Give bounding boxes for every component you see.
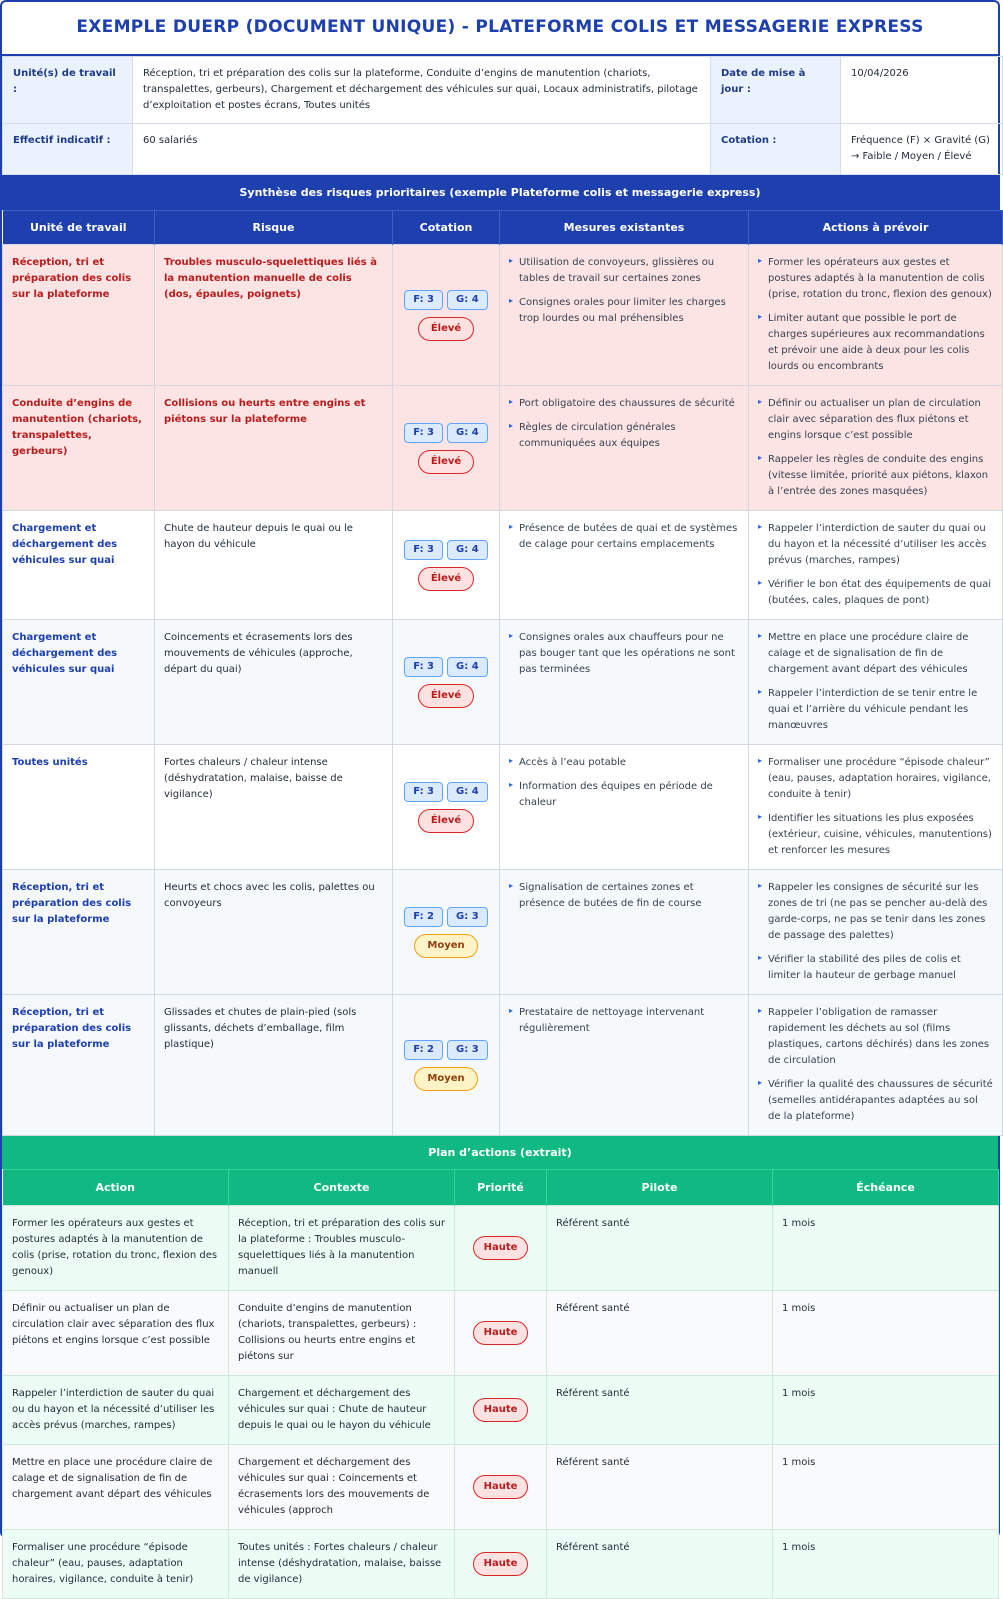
actions-list bbox=[758, 1005, 993, 1125]
plan-action-cell: Formaliser une procédure “épisode chaleur” (eau, pauses, adaptation horaires, vigilance, conduite à tenir) bbox=[3, 1530, 229, 1599]
unite-cell: Chargement et déchargement des véhicules sur quai bbox=[3, 620, 155, 745]
unite-cell: Conduite d’engins de manutention (chariots, transpalettes, gerbeurs) bbox=[3, 386, 155, 511]
cotation-cell bbox=[393, 245, 500, 386]
risk-row bbox=[3, 386, 1003, 511]
actions-cell bbox=[749, 620, 1003, 745]
mesure-item: ▸ Utilisation de convoyeurs, glissières ou tables de travail sur certaines zones bbox=[509, 255, 739, 287]
mesures-cell bbox=[500, 620, 749, 745]
mesures-cell bbox=[500, 511, 749, 620]
frequence-badge: F: 3 bbox=[404, 657, 443, 677]
mesure-item: ▸ Consignes orales pour limiter les charges trop lourdes ou mal préhensibles bbox=[509, 295, 739, 327]
unite-cell: Réception, tri et préparation des colis sur la plateforme bbox=[3, 245, 155, 386]
risk-row bbox=[3, 620, 1003, 745]
gravite-badge: G: 4 bbox=[447, 290, 488, 310]
col-header-risque: Risque bbox=[155, 211, 393, 245]
risk-row bbox=[3, 870, 1003, 995]
mesures-cell bbox=[500, 245, 749, 386]
date-value: 10/04/2026 bbox=[841, 57, 1003, 124]
actions-cell bbox=[749, 995, 1003, 1136]
gravite-badge: G: 4 bbox=[447, 782, 488, 802]
plan-contexte-cell: Réception, tri et préparation des colis sur la plateforme : Troubles musculo-squelettiques liés à la manutention manuell bbox=[229, 1206, 455, 1291]
plan-priorite-cell bbox=[455, 1530, 547, 1599]
niveau-badge: Élevé bbox=[418, 809, 474, 833]
risk-row bbox=[3, 511, 1003, 620]
cotation-cell bbox=[393, 870, 500, 995]
plan-action-cell: Définir ou actualiser un plan de circulation clair avec séparation des flux piétons et engins lorsque c’est possible bbox=[3, 1291, 229, 1376]
col-header-cotation: Cotation bbox=[393, 211, 500, 245]
info-table bbox=[2, 56, 1003, 175]
priorite-badge: Haute bbox=[473, 1398, 529, 1422]
action-item: ▸ Rappeler l’interdiction de se tenir entre le quai et l’arrière du véhicule pendant les manœuvres bbox=[758, 686, 993, 734]
plan-contexte-cell: Chargement et déchargement des véhicules sur quai : Chute de hauteur depuis le quai ou le hayon du véhicule bbox=[229, 1376, 455, 1445]
actions-cell bbox=[749, 745, 1003, 870]
actions-list bbox=[758, 396, 993, 500]
action-item: ▸ Vérifier le bon état des équipements de quai (butées, cales, plaques de pont) bbox=[758, 577, 993, 609]
frequence-badge: F: 3 bbox=[404, 423, 443, 443]
cotation-cell bbox=[393, 745, 500, 870]
risk-row bbox=[3, 245, 1003, 386]
action-item: ▸ Rappeler les consignes de sécurité sur les zones de tri (ne pas se pencher au-delà des garde-corps, ne pas se tenir dans les zones de passage des palettes) bbox=[758, 880, 993, 944]
action-item: ▸ Mettre en place une procédure claire de calage et de signalisation de fin de chargement avant départ des véhicules bbox=[758, 630, 993, 678]
mesure-item: ▸ Présence de butées de quai et de systèmes de calage pour certains emplacements bbox=[509, 521, 739, 553]
mesures-list bbox=[509, 396, 739, 452]
plan-echeance-cell: 1 mois bbox=[773, 1530, 999, 1599]
plan-row bbox=[3, 1530, 999, 1599]
plan-row bbox=[3, 1206, 999, 1291]
mesures-list bbox=[509, 1005, 739, 1037]
actions-cell bbox=[749, 870, 1003, 995]
frequence-badge: F: 2 bbox=[404, 907, 443, 927]
plan-echeance-cell: 1 mois bbox=[773, 1445, 999, 1530]
cotation-cell bbox=[393, 511, 500, 620]
plan-heading: Plan d’actions (extrait) bbox=[2, 1136, 998, 1169]
col-header-unite: Unité de travail bbox=[3, 211, 155, 245]
actions-list bbox=[758, 755, 993, 859]
mesures-cell bbox=[500, 386, 749, 511]
risk-table bbox=[2, 210, 1003, 1136]
mesure-item: ▸ Prestataire de nettoyage intervenant régulièrement bbox=[509, 1005, 739, 1037]
niveau-badge: Élevé bbox=[418, 450, 474, 474]
niveau-badge: Élevé bbox=[418, 317, 474, 341]
priorite-badge: Haute bbox=[473, 1321, 529, 1345]
actions-list bbox=[758, 630, 993, 734]
cotation-chips bbox=[402, 1040, 490, 1060]
plan-priorite-cell bbox=[455, 1291, 547, 1376]
risque-cell: Heurts et chocs avec les colis, palettes ou convoyeurs bbox=[155, 870, 393, 995]
unite-cell: Réception, tri et préparation des colis sur la plateforme bbox=[3, 995, 155, 1136]
action-item: ▸ Formaliser une procédure “épisode chaleur” (eau, pauses, adaptation horaires, vigilance, conduite à tenir) bbox=[758, 755, 993, 803]
unite-cell: Réception, tri et préparation des colis sur la plateforme bbox=[3, 870, 155, 995]
mesures-cell bbox=[500, 995, 749, 1136]
synthese-heading: Synthèse des risques prioritaires (exemple Plateforme colis et messagerie express) bbox=[2, 175, 998, 210]
plan-echeance-cell: 1 mois bbox=[773, 1206, 999, 1291]
cotation-value: Fréquence (F) × Gravité (G) → Faible / Moyen / Élevé bbox=[841, 124, 1003, 175]
priorite-badge: Haute bbox=[473, 1236, 529, 1260]
risque-cell: Chute de hauteur depuis le quai ou le hayon du véhicule bbox=[155, 511, 393, 620]
document-title: EXEMPLE DUERP (DOCUMENT UNIQUE) - PLATEFORME COLIS ET MESSAGERIE EXPRESS bbox=[2, 2, 998, 56]
plan-contexte-cell: Chargement et déchargement des véhicules sur quai : Coincements et écrasements lors des mouvements de véhicules (approch bbox=[229, 1445, 455, 1530]
plan-priorite-cell bbox=[455, 1206, 547, 1291]
col-header-actions: Actions à prévoir bbox=[749, 211, 1003, 245]
plan-contexte-cell: Conduite d’engins de manutention (chariots, transpalettes, gerbeurs) : Collisions ou heurts entre engins et piétons sur bbox=[229, 1291, 455, 1376]
cotation-cell bbox=[393, 620, 500, 745]
niveau-badge: Élevé bbox=[418, 684, 474, 708]
action-item: ▸ Définir ou actualiser un plan de circulation clair avec séparation des flux piétons et engins lorsque c’est possible bbox=[758, 396, 993, 444]
actions-list bbox=[758, 255, 993, 375]
priorite-badge: Haute bbox=[473, 1475, 529, 1499]
mesures-list bbox=[509, 521, 739, 553]
col-header-mesures: Mesures existantes bbox=[500, 211, 749, 245]
risque-cell: Fortes chaleurs / chaleur intense (déshydratation, malaise, baisse de vigilance) bbox=[155, 745, 393, 870]
action-item: ▸ Rappeler l’interdiction de sauter du quai ou du hayon et la nécessité d’utiliser les accès prévus (marches, rampes) bbox=[758, 521, 993, 569]
gravite-badge: G: 4 bbox=[447, 540, 488, 560]
plan-row bbox=[3, 1376, 999, 1445]
unites-label: Unité(s) de travail : bbox=[3, 57, 133, 124]
actions-cell bbox=[749, 386, 1003, 511]
plan-action-cell: Rappeler l’interdiction de sauter du quai ou du hayon et la nécessité d’utiliser les accès prévus (marches, rampes) bbox=[3, 1376, 229, 1445]
plan-table bbox=[2, 1169, 999, 1599]
frequence-badge: F: 2 bbox=[404, 1040, 443, 1060]
frequence-badge: F: 3 bbox=[404, 782, 443, 802]
risque-cell: Coincements et écrasements lors des mouvements de véhicules (approche, départ du quai) bbox=[155, 620, 393, 745]
plan-row bbox=[3, 1291, 999, 1376]
plan-row bbox=[3, 1445, 999, 1530]
action-item: ▸ Vérifier la qualité des chaussures de sécurité (semelles antidérapantes adaptées au sol de la plateforme) bbox=[758, 1077, 993, 1125]
cotation-chips bbox=[402, 423, 490, 443]
plan-pilote-cell: Référent santé bbox=[547, 1206, 773, 1291]
unite-cell: Toutes unités bbox=[3, 745, 155, 870]
plan-priorite-cell bbox=[455, 1376, 547, 1445]
mesure-item: ▸ Accès à l’eau potable bbox=[509, 755, 739, 771]
mesure-item: ▸ Port obligatoire des chaussures de sécurité bbox=[509, 396, 739, 412]
actions-cell bbox=[749, 511, 1003, 620]
unite-cell: Chargement et déchargement des véhicules sur quai bbox=[3, 511, 155, 620]
effectif-value: 60 salariés bbox=[133, 124, 711, 175]
frequence-badge: F: 3 bbox=[404, 540, 443, 560]
action-item: ▸ Vérifier la stabilité des piles de colis et limiter la hauteur de gerbage manuel bbox=[758, 952, 993, 984]
action-item: ▸ Identifier les situations les plus exposées (extérieur, cuisine, véhicules, manutentions) et renforcer les mesures bbox=[758, 811, 993, 859]
plan-col-action: Action bbox=[3, 1170, 229, 1206]
cotation-chips bbox=[402, 657, 490, 677]
mesures-cell bbox=[500, 745, 749, 870]
plan-pilote-cell: Référent santé bbox=[547, 1291, 773, 1376]
gravite-badge: G: 3 bbox=[447, 1040, 488, 1060]
cotation-chips bbox=[402, 290, 490, 310]
risque-cell: Glissades et chutes de plain-pied (sols glissants, déchets d’emballage, film plastique) bbox=[155, 995, 393, 1136]
gravite-badge: G: 4 bbox=[447, 657, 488, 677]
action-item: ▸ Former les opérateurs aux gestes et postures adaptés à la manutention de colis (prise, rotation du tronc, flexion des genoux) bbox=[758, 255, 993, 303]
plan-pilote-cell: Référent santé bbox=[547, 1445, 773, 1530]
mesure-item: ▸ Signalisation de certaines zones et présence de butées de fin de course bbox=[509, 880, 739, 912]
actions-cell bbox=[749, 245, 1003, 386]
frequence-badge: F: 3 bbox=[404, 290, 443, 310]
effectif-label: Effectif indicatif : bbox=[3, 124, 133, 175]
niveau-badge: Élevé bbox=[418, 567, 474, 591]
unites-value: Réception, tri et préparation des colis sur la plateforme, Conduite d’engins de manutention (chariots, transpalettes, gerbeurs), Chargement et déchargement des véhicules sur quai, Locaux administratifs, pilotage d’exploitation et postes écrans, Toutes unités bbox=[133, 57, 711, 124]
risk-row bbox=[3, 995, 1003, 1136]
risk-row bbox=[3, 745, 1003, 870]
mesures-cell bbox=[500, 870, 749, 995]
plan-col-contexte: Contexte bbox=[229, 1170, 455, 1206]
plan-action-cell: Mettre en place une procédure claire de calage et de signalisation de fin de chargement avant départ des véhicules bbox=[3, 1445, 229, 1530]
niveau-badge: Moyen bbox=[414, 1067, 477, 1091]
plan-col-echeance: Échéance bbox=[773, 1170, 999, 1206]
cotation-chips bbox=[402, 540, 490, 560]
risque-cell: Troubles musculo-squelettiques liés à la manutention manuelle de colis (dos, épaules, poignets) bbox=[155, 245, 393, 386]
action-item: ▸ Rappeler les règles de conduite des engins (vitesse limitée, priorité aux piétons, klaxon à l’entrée des zones masquées) bbox=[758, 452, 993, 500]
cotation-chips bbox=[402, 782, 490, 802]
mesures-list bbox=[509, 255, 739, 327]
mesure-item: ▸ Règles de circulation générales communiquées aux équipes bbox=[509, 420, 739, 452]
priorite-badge: Haute bbox=[473, 1552, 529, 1576]
plan-pilote-cell: Référent santé bbox=[547, 1376, 773, 1445]
plan-action-cell: Former les opérateurs aux gestes et postures adaptés à la manutention de colis (prise, rotation du tronc, flexion des genoux) bbox=[3, 1206, 229, 1291]
date-label: Date de mise à jour : bbox=[711, 57, 841, 124]
action-item: ▸ Limiter autant que possible le port de charges supérieures aux recommandations et prévoir une aide à deux pour les colis lourds ou encombrants bbox=[758, 311, 993, 375]
cotation-chips bbox=[402, 907, 490, 927]
action-item: ▸ Rappeler l’obligation de ramasser rapidement les déchets au sol (films plastiques, cartons déchirés) dans les zones de circulation bbox=[758, 1005, 993, 1069]
plan-pilote-cell: Référent santé bbox=[547, 1530, 773, 1599]
mesures-list bbox=[509, 880, 739, 912]
plan-col-priorite: Priorité bbox=[455, 1170, 547, 1206]
plan-priorite-cell bbox=[455, 1445, 547, 1530]
mesures-list bbox=[509, 755, 739, 811]
niveau-badge: Moyen bbox=[414, 934, 477, 958]
plan-col-pilote: Pilote bbox=[547, 1170, 773, 1206]
gravite-badge: G: 4 bbox=[447, 423, 488, 443]
plan-contexte-cell: Toutes unités : Fortes chaleurs / chaleur intense (déshydratation, malaise, baisse de vigilance) bbox=[229, 1530, 455, 1599]
mesure-item: ▸ Information des équipes en période de chaleur bbox=[509, 779, 739, 811]
cotation-cell bbox=[393, 995, 500, 1136]
mesure-item: ▸ Consignes orales aux chauffeurs pour ne pas bouger tant que les opérations ne sont pas terminées bbox=[509, 630, 739, 678]
actions-list bbox=[758, 880, 993, 984]
plan-echeance-cell: 1 mois bbox=[773, 1376, 999, 1445]
cotation-label: Cotation : bbox=[711, 124, 841, 175]
actions-list bbox=[758, 521, 993, 609]
risque-cell: Collisions ou heurts entre engins et piétons sur la plateforme bbox=[155, 386, 393, 511]
plan-echeance-cell: 1 mois bbox=[773, 1291, 999, 1376]
gravite-badge: G: 3 bbox=[447, 907, 488, 927]
cotation-cell bbox=[393, 386, 500, 511]
mesures-list bbox=[509, 630, 739, 678]
